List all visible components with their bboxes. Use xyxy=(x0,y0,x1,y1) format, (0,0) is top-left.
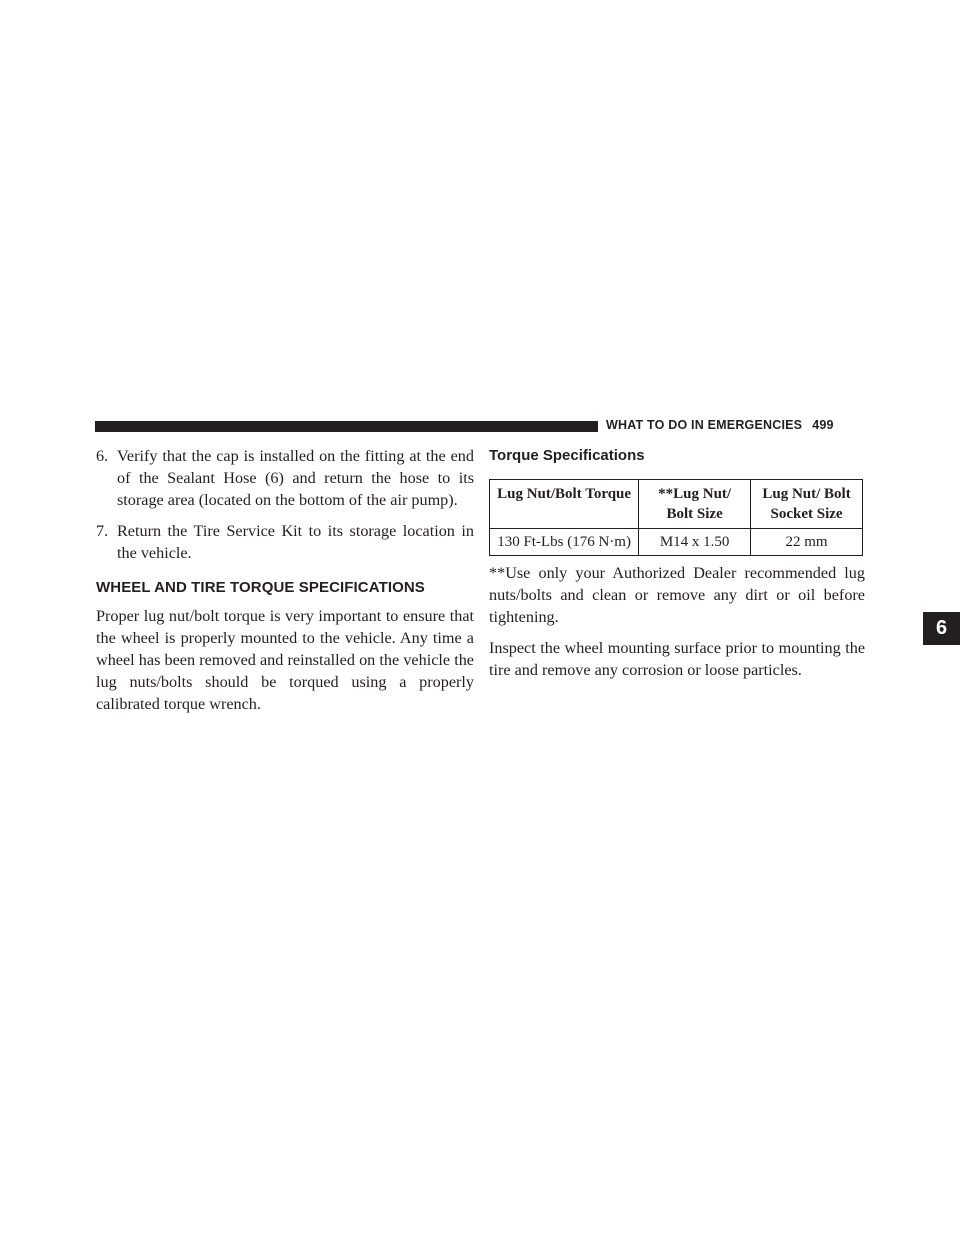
right-column xyxy=(489,445,865,690)
left-column xyxy=(96,445,474,724)
torque-specs-heading: Torque Specifications xyxy=(489,447,645,464)
step-item xyxy=(96,445,474,511)
table-cell: 22 mm xyxy=(751,529,863,556)
inspect-paragraph: Inspect the wheel mounting surface prior to mounting the tire and remove any corrosion or loose particles. xyxy=(489,639,865,679)
step-text: Return the Tire Service Kit to its storage location in the vehicle. xyxy=(117,522,474,562)
column-header: Lug Nut/ Bolt Socket Size xyxy=(751,480,863,529)
table-cell: M14 x 1.50 xyxy=(639,529,751,556)
wheel-torque-heading: WHEEL AND TIRE TORQUE SPECIFICATIONS xyxy=(96,579,425,596)
table-header-row xyxy=(490,480,863,529)
step-text: Verify that the cap is installed on the fitting at the end of the Sealant Hose (6) and return the hose to its storage area (located on the bottom of the air pump). xyxy=(117,447,474,509)
wheel-torque-paragraph: Proper lug nut/bolt torque is very important to ensure that the wheel is properly mounted to the vehicle. Any time a wheel has been removed and reinstalled on the vehicle the lug nuts/bolts should be torqued using a properly calibrated torque wrench. xyxy=(96,607,474,713)
column-header: Lug Nut/Bolt Torque xyxy=(490,480,639,529)
page-number: 499 xyxy=(812,418,834,432)
column-header: **Lug Nut/ Bolt Size xyxy=(639,480,751,529)
section-title: WHAT TO DO IN EMERGENCIES xyxy=(606,418,803,432)
chapter-tab: 6 xyxy=(923,612,960,645)
header-rule xyxy=(95,421,598,432)
lug-nut-note: **Use only your Authorized Dealer recommended lug nuts/bolts and clean or remove any dirt or oil before tightening. xyxy=(489,564,865,626)
table-row xyxy=(490,529,863,556)
step-number: 6. xyxy=(96,447,109,465)
step-number: 7. xyxy=(96,522,109,540)
table-cell: 130 Ft-Lbs (176 N·m) xyxy=(490,529,639,556)
running-header xyxy=(606,418,866,432)
step-item xyxy=(96,520,474,564)
torque-table xyxy=(489,479,863,556)
